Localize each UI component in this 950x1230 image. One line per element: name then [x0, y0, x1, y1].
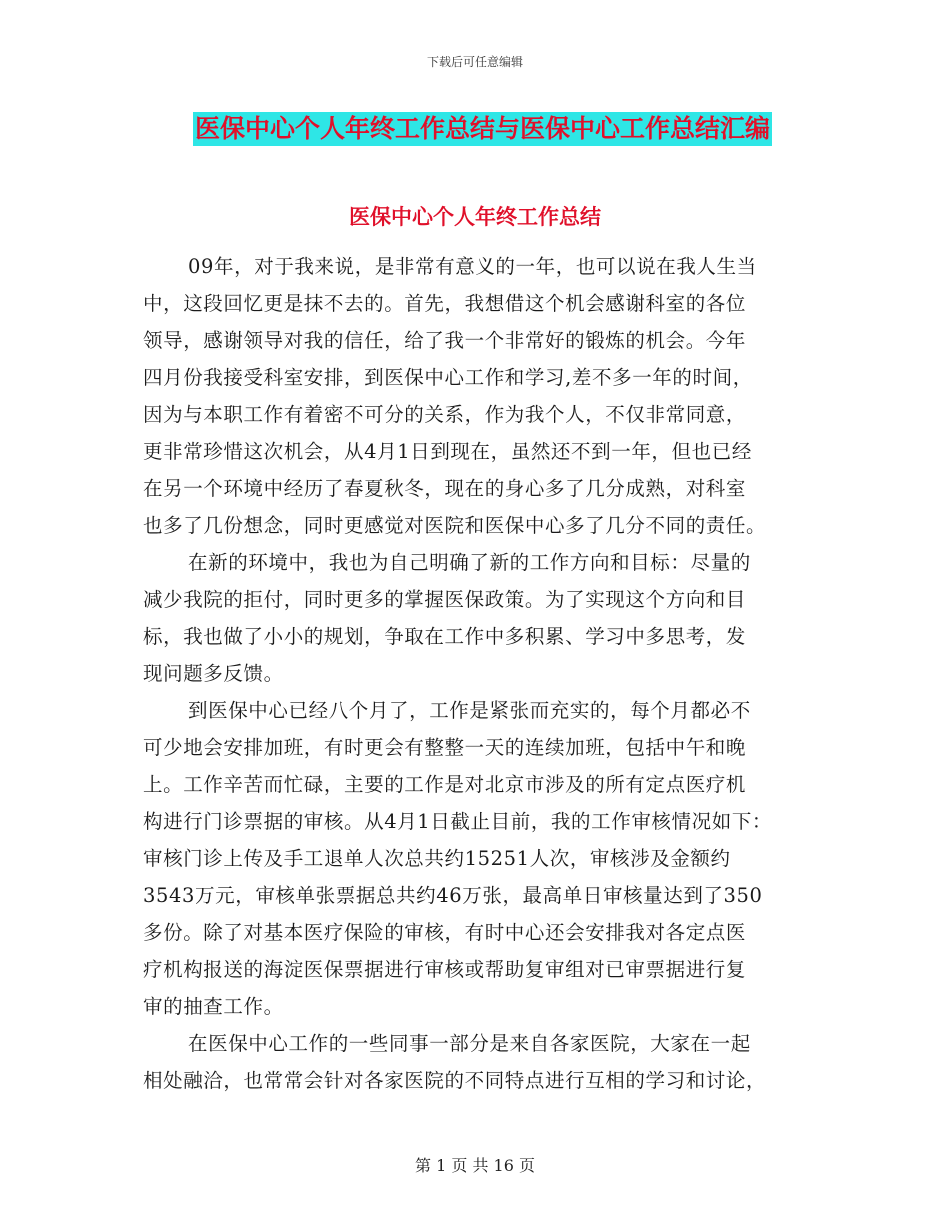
text-line: 到医保中心已经八个月了，工作是紧张而充实的，每个月都必不 — [188, 699, 751, 722]
text-line: 疗机构报送的海淀医保票据进行审核或帮助复审组对已审票据进行复 — [143, 958, 747, 981]
text-line: 在另一个环境中经历了春夏秋冬，现在的身心多了几分成熟，对科室 — [143, 477, 747, 500]
text-line: 现问题多反馈。 — [143, 662, 284, 685]
text-line: 在医保中心工作的一些同事一部分是来自各家医院，大家在一起 — [188, 1032, 751, 1055]
body-text — [143, 248, 823, 1099]
text-line: 因为与本职工作有着密不可分的关系，作为我个人，不仅非常同意， — [143, 403, 747, 426]
text-line: 上。工作辛苦而忙碌，主要的工作是对北京市涉及的所有定点医疗机 — [143, 773, 747, 796]
text-line: 领导，感谢领导对我的信任，给了我一个非常好的锻炼的机会。今年 — [143, 329, 747, 352]
text-line: 中，这段回忆更是抹不去的。首先，我想借这个机会感谢科室的各位 — [143, 292, 747, 315]
main-title-wrap — [193, 112, 772, 146]
text-line: 多份。除了对基本医疗保险的审核，有时中心还会安排我对各定点医 — [143, 921, 747, 944]
text-line: 审核门诊上传及手工退单人次总共约15251人次，审核涉及金额约 — [143, 847, 731, 870]
page-footer: 第 1 页 共 16 页 — [415, 1156, 535, 1175]
sub-title: 医保中心个人年终工作总结 — [349, 205, 601, 229]
text-line: 相处融洽，也常常会针对各家医院的不同特点进行互相的学习和讨论， — [143, 1069, 767, 1092]
text-line: 审的抽查工作。 — [143, 995, 284, 1018]
text-line: 四月份我接受科室安排，到医保中心工作和学习,差不多一年的时间， — [143, 366, 753, 389]
text-line: 可少地会安排加班，有时更会有整整一天的连续加班，包括中午和晚 — [143, 736, 747, 759]
text-line: 构进行门诊票据的审核。从4月1日截止目前，我的工作审核情况如下： — [143, 810, 773, 833]
text-line: 也多了几份想念，同时更感觉对医院和医保中心多了几分不同的责任。 — [143, 514, 767, 537]
main-title: 医保中心个人年终工作总结与医保中心工作总结汇编 — [193, 112, 772, 146]
text-line: 在新的环境中，我也为自己明确了新的工作方向和目标：尽量的 — [188, 551, 751, 574]
text-line: 标，我也做了小小的规划，争取在工作中多积累、学习中多思考，发 — [143, 625, 747, 648]
text-line: 更非常珍惜这次机会，从4月1日到现在，虽然还不到一年，但也已经 — [143, 440, 752, 463]
text-line: 3543万元，审核单张票据总共约46万张，最高单日审核量达到了350 — [143, 884, 763, 907]
header-note: 下载后可任意编辑 — [426, 55, 523, 69]
text-line: 09年，对于我来说，是非常有意义的一年，也可以说在我人生当 — [188, 255, 757, 278]
text-line: 减少我院的拒付，同时更多的掌握医保政策。为了实现这个方向和目 — [143, 588, 747, 611]
